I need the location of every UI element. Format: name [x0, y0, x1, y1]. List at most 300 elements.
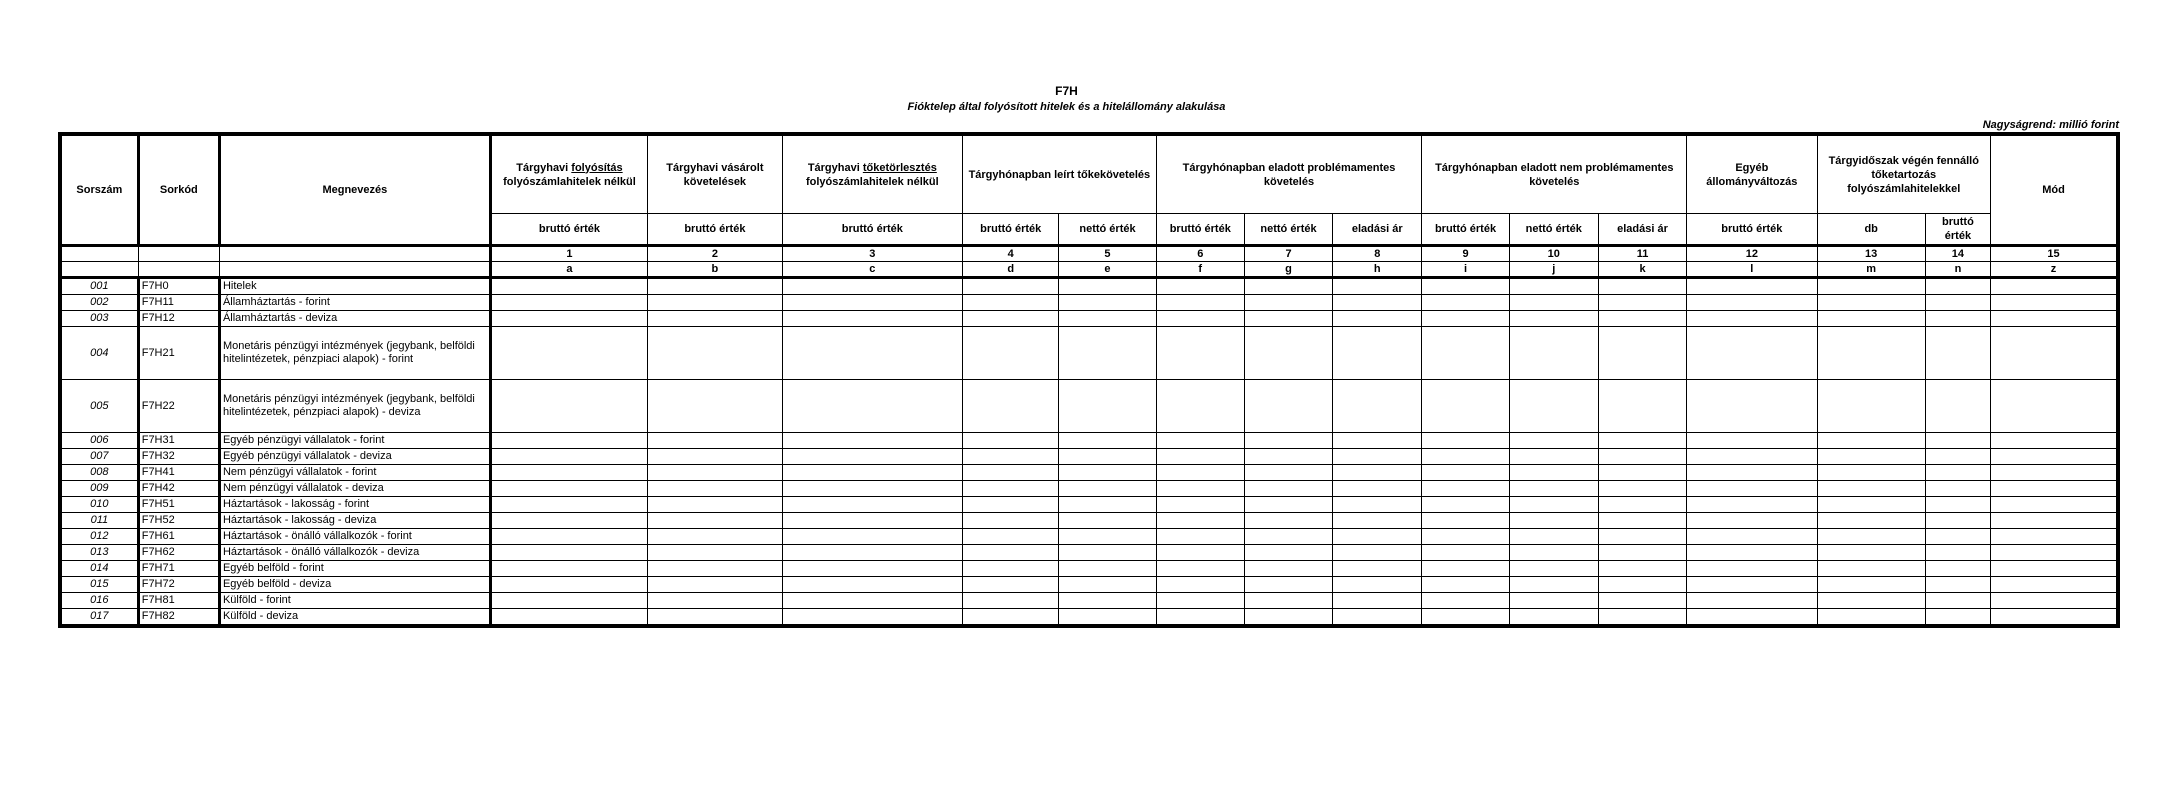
data-cell[interactable]	[1687, 497, 1817, 513]
data-cell[interactable]	[1244, 529, 1332, 545]
data-cell[interactable]	[648, 295, 782, 311]
subheader: bruttó érték	[782, 214, 963, 246]
data-cell[interactable]	[1598, 577, 1686, 593]
data-cell[interactable]	[1598, 513, 1686, 529]
data-cell[interactable]	[1156, 561, 1244, 577]
data-cell[interactable]	[648, 380, 782, 433]
data-cell[interactable]	[648, 465, 782, 481]
data-cell[interactable]	[1156, 311, 1244, 327]
data-cell[interactable]	[490, 465, 647, 481]
data-cell[interactable]	[1156, 513, 1244, 529]
data-cell[interactable]	[648, 577, 782, 593]
data-cell[interactable]	[963, 311, 1059, 327]
data-cell[interactable]	[1687, 465, 1817, 481]
data-cell[interactable]	[1244, 295, 1332, 311]
data-cell[interactable]	[1991, 593, 2118, 609]
data-cell[interactable]	[1333, 327, 1422, 380]
data-cell[interactable]	[1156, 481, 1244, 497]
data-cell[interactable]	[1598, 497, 1686, 513]
data-cell[interactable]	[1422, 433, 1509, 449]
table-row	[60, 449, 2118, 465]
data-cell[interactable]	[963, 295, 1059, 311]
data-cell[interactable]	[1598, 327, 1686, 380]
data-cell[interactable]	[1598, 465, 1686, 481]
row-megnevezes: Hitelek	[219, 278, 490, 295]
data-cell[interactable]	[1817, 278, 1925, 295]
row-sorszam: 010	[60, 497, 138, 513]
data-cell[interactable]	[1925, 577, 1990, 593]
data-cell[interactable]	[1059, 545, 1156, 561]
data-cell[interactable]	[1422, 311, 1509, 327]
data-cell[interactable]	[1817, 513, 1925, 529]
data-cell[interactable]	[1422, 465, 1509, 481]
data-cell[interactable]	[1925, 449, 1990, 465]
data-cell[interactable]	[1817, 545, 1925, 561]
data-cell[interactable]	[1244, 593, 1332, 609]
subheader: bruttó érték	[1925, 214, 1990, 246]
data-cell[interactable]	[1598, 561, 1686, 577]
data-cell[interactable]	[490, 311, 647, 327]
data-cell[interactable]	[1925, 545, 1990, 561]
data-cell[interactable]	[1059, 609, 1156, 627]
data-cell[interactable]	[490, 577, 647, 593]
subheader: bruttó érték	[1156, 214, 1244, 246]
data-cell[interactable]	[1598, 433, 1686, 449]
data-cell[interactable]	[490, 433, 647, 449]
data-cell[interactable]	[1598, 295, 1686, 311]
table-row	[60, 380, 2118, 433]
data-cell[interactable]	[1156, 497, 1244, 513]
data-cell[interactable]	[648, 433, 782, 449]
data-cell[interactable]	[1156, 449, 1244, 465]
row-megnevezes: Háztartások - önálló vállalkozók - deviza	[219, 545, 490, 561]
data-cell[interactable]	[1509, 497, 1598, 513]
data-cell[interactable]	[1244, 561, 1332, 577]
data-cell[interactable]	[1059, 278, 1156, 295]
data-cell[interactable]	[1422, 529, 1509, 545]
data-cell[interactable]	[1925, 311, 1990, 327]
data-cell[interactable]	[648, 327, 782, 380]
data-cell[interactable]	[1991, 311, 2118, 327]
data-cell[interactable]	[1156, 433, 1244, 449]
data-cell[interactable]	[963, 449, 1059, 465]
data-cell[interactable]	[1244, 609, 1332, 627]
data-cell[interactable]	[782, 449, 963, 465]
header-col5: Tárgyhónapban eladott problémamentes követelés	[1156, 134, 1422, 214]
data-cell[interactable]	[648, 561, 782, 577]
data-cell[interactable]	[1925, 609, 1990, 627]
data-cell[interactable]	[490, 513, 647, 529]
data-cell[interactable]	[1598, 278, 1686, 295]
data-cell[interactable]	[1059, 561, 1156, 577]
data-cell[interactable]	[1156, 609, 1244, 627]
row-sorkod: F7H42	[138, 481, 219, 497]
data-cell[interactable]	[963, 529, 1059, 545]
data-cell[interactable]	[1509, 561, 1598, 577]
data-cell[interactable]	[1059, 311, 1156, 327]
data-cell[interactable]	[1991, 497, 2118, 513]
subheader: db	[1817, 214, 1925, 246]
data-cell[interactable]	[1059, 529, 1156, 545]
data-cell[interactable]	[1422, 545, 1509, 561]
header-col3: Tárgyhavi tőketörlesztés folyószámlahitelek nélkül	[782, 134, 963, 214]
data-cell[interactable]	[648, 278, 782, 295]
data-cell[interactable]	[1598, 449, 1686, 465]
data-cell[interactable]	[1817, 327, 1925, 380]
data-cell[interactable]	[1059, 295, 1156, 311]
subheader: nettó érték	[1244, 214, 1332, 246]
column-letter: e	[1059, 262, 1156, 278]
data-cell[interactable]	[1244, 545, 1332, 561]
data-cell[interactable]	[1991, 278, 2118, 295]
data-cell[interactable]	[1687, 481, 1817, 497]
row-sorkod: F7H61	[138, 529, 219, 545]
data-cell[interactable]	[782, 380, 963, 433]
row-sorszam: 008	[60, 465, 138, 481]
data-cell[interactable]	[1687, 295, 1817, 311]
data-cell[interactable]	[1925, 295, 1990, 311]
data-cell[interactable]	[1244, 577, 1332, 593]
data-cell[interactable]	[782, 295, 963, 311]
data-cell[interactable]	[1598, 481, 1686, 497]
data-cell[interactable]	[1244, 513, 1332, 529]
column-number: 12	[1687, 246, 1817, 262]
data-cell[interactable]	[1687, 327, 1817, 380]
data-cell[interactable]	[1244, 311, 1332, 327]
data-cell[interactable]	[1598, 380, 1686, 433]
subheader: bruttó érték	[963, 214, 1059, 246]
data-cell[interactable]	[1059, 380, 1156, 433]
data-cell[interactable]	[1991, 513, 2118, 529]
data-cell[interactable]	[1991, 577, 2118, 593]
data-cell[interactable]	[1333, 465, 1422, 481]
data-cell[interactable]	[648, 593, 782, 609]
data-cell[interactable]	[648, 545, 782, 561]
data-cell[interactable]	[1991, 481, 2118, 497]
data-cell[interactable]	[1333, 449, 1422, 465]
data-cell[interactable]	[1059, 481, 1156, 497]
data-cell[interactable]	[1991, 327, 2118, 380]
row-megnevezes: Nem pénzügyi vállalatok - forint	[219, 465, 490, 481]
data-cell[interactable]	[963, 577, 1059, 593]
data-cell[interactable]	[963, 497, 1059, 513]
data-cell[interactable]	[1925, 465, 1990, 481]
data-cell[interactable]	[1925, 497, 1990, 513]
header-mod: Mód	[1991, 134, 2118, 246]
form-code: F7H	[1055, 84, 1078, 98]
data-cell[interactable]	[1925, 593, 1990, 609]
data-cell[interactable]	[963, 545, 1059, 561]
data-cell[interactable]	[648, 609, 782, 627]
column-number: 13	[1817, 246, 1925, 262]
data-cell[interactable]	[1687, 449, 1817, 465]
data-cell[interactable]	[1422, 380, 1509, 433]
data-cell[interactable]	[1687, 380, 1817, 433]
data-cell[interactable]	[1422, 295, 1509, 311]
data-cell[interactable]	[1817, 497, 1925, 513]
header-col8: Tárgyidőszak végén fennálló tőketartozás folyószámlahitelekkel	[1817, 134, 1991, 214]
column-letter: a	[490, 262, 647, 278]
data-cell[interactable]	[1925, 561, 1990, 577]
data-cell[interactable]	[1156, 545, 1244, 561]
data-cell[interactable]	[1422, 278, 1509, 295]
data-cell[interactable]	[782, 311, 963, 327]
data-cell[interactable]	[782, 545, 963, 561]
data-cell[interactable]	[1687, 433, 1817, 449]
column-number: 6	[1156, 246, 1244, 262]
row-megnevezes: Egyéb pénzügyi vállalatok - forint	[219, 433, 490, 449]
data-cell[interactable]	[1687, 609, 1817, 627]
data-cell[interactable]	[1925, 513, 1990, 529]
data-cell[interactable]	[1156, 295, 1244, 311]
data-cell[interactable]	[1509, 433, 1598, 449]
row-sorszam: 002	[60, 295, 138, 311]
data-cell[interactable]	[1817, 561, 1925, 577]
data-cell[interactable]	[490, 561, 647, 577]
data-cell[interactable]	[1509, 327, 1598, 380]
data-cell[interactable]	[1422, 593, 1509, 609]
data-cell[interactable]	[1333, 593, 1422, 609]
data-cell[interactable]	[782, 465, 963, 481]
data-cell[interactable]	[648, 529, 782, 545]
data-cell[interactable]	[1598, 593, 1686, 609]
row-megnevezes: Monetáris pénzügyi intézmények (jegybank, belföldi hitelintézetek, pénzpiaci alapok) - deviza	[219, 380, 490, 433]
data-cell[interactable]	[1598, 311, 1686, 327]
subheader: bruttó érték	[490, 214, 647, 246]
data-cell[interactable]	[1991, 449, 2118, 465]
data-cell[interactable]	[1817, 481, 1925, 497]
data-cell[interactable]	[1925, 433, 1990, 449]
data-cell[interactable]	[1991, 609, 2118, 627]
data-cell[interactable]	[1509, 609, 1598, 627]
table-row	[60, 593, 2118, 609]
data-cell[interactable]	[782, 497, 963, 513]
data-cell[interactable]	[1991, 295, 2118, 311]
data-cell[interactable]	[1817, 311, 1925, 327]
data-cell[interactable]	[1991, 433, 2118, 449]
data-cell[interactable]	[1422, 327, 1509, 380]
data-cell[interactable]	[1244, 481, 1332, 497]
data-cell[interactable]	[1509, 465, 1598, 481]
data-cell[interactable]	[1156, 278, 1244, 295]
data-cell[interactable]	[1156, 529, 1244, 545]
data-cell[interactable]	[1509, 278, 1598, 295]
row-megnevezes: Egyéb belföld - deviza	[219, 577, 490, 593]
data-cell[interactable]	[782, 327, 963, 380]
data-cell[interactable]	[1059, 465, 1156, 481]
row-sorkod: F7H12	[138, 311, 219, 327]
data-cell[interactable]	[1422, 481, 1509, 497]
column-number: 7	[1244, 246, 1332, 262]
data-cell[interactable]	[963, 609, 1059, 627]
table-row	[60, 561, 2118, 577]
data-cell[interactable]	[648, 449, 782, 465]
data-cell[interactable]	[490, 497, 647, 513]
data-cell[interactable]	[1509, 311, 1598, 327]
data-cell[interactable]	[1422, 449, 1509, 465]
data-cell[interactable]	[648, 311, 782, 327]
data-cell[interactable]	[963, 465, 1059, 481]
data-cell[interactable]	[1687, 561, 1817, 577]
data-cell[interactable]	[490, 529, 647, 545]
data-cell[interactable]	[490, 380, 647, 433]
data-cell[interactable]	[1817, 380, 1925, 433]
data-cell[interactable]	[963, 380, 1059, 433]
data-cell[interactable]	[1156, 577, 1244, 593]
data-cell[interactable]	[1817, 577, 1925, 593]
data-cell[interactable]	[1422, 513, 1509, 529]
column-letter: h	[1333, 262, 1422, 278]
data-cell[interactable]	[1156, 327, 1244, 380]
data-cell[interactable]	[1333, 433, 1422, 449]
data-cell[interactable]	[1333, 561, 1422, 577]
data-cell[interactable]	[1333, 380, 1422, 433]
data-cell[interactable]	[1687, 545, 1817, 561]
data-cell[interactable]	[1244, 449, 1332, 465]
row-sorkod: F7H72	[138, 577, 219, 593]
data-cell[interactable]	[490, 609, 647, 627]
data-cell[interactable]	[1244, 278, 1332, 295]
data-cell[interactable]	[1687, 311, 1817, 327]
data-cell[interactable]	[1817, 465, 1925, 481]
data-cell[interactable]	[1422, 609, 1509, 627]
form-subtitle: Fióktelep által folyósított hitelek és a hitelállomány alakulása	[907, 101, 1226, 113]
data-cell[interactable]	[782, 593, 963, 609]
data-cell[interactable]	[1244, 327, 1332, 380]
data-cell[interactable]	[1244, 497, 1332, 513]
data-cell[interactable]	[648, 481, 782, 497]
data-cell[interactable]	[1925, 481, 1990, 497]
data-cell[interactable]	[1687, 278, 1817, 295]
data-cell[interactable]	[490, 278, 647, 295]
data-cell[interactable]	[782, 577, 963, 593]
data-cell[interactable]	[1925, 380, 1990, 433]
data-cell[interactable]	[1991, 529, 2118, 545]
data-cell[interactable]	[1817, 433, 1925, 449]
data-cell[interactable]	[1687, 529, 1817, 545]
data-cell[interactable]	[1598, 609, 1686, 627]
data-cell[interactable]	[782, 481, 963, 497]
data-cell[interactable]	[1333, 577, 1422, 593]
data-cell[interactable]	[490, 593, 647, 609]
data-cell[interactable]	[1244, 465, 1332, 481]
data-cell[interactable]	[782, 609, 963, 627]
data-cell[interactable]	[1925, 278, 1990, 295]
data-cell[interactable]	[1509, 481, 1598, 497]
data-cell[interactable]	[1817, 449, 1925, 465]
data-cell[interactable]	[1059, 433, 1156, 449]
data-cell[interactable]	[648, 513, 782, 529]
data-cell[interactable]	[1244, 380, 1332, 433]
data-cell[interactable]	[1991, 465, 2118, 481]
data-cell[interactable]	[490, 481, 647, 497]
data-cell[interactable]	[1991, 561, 2118, 577]
data-cell[interactable]	[963, 433, 1059, 449]
row-megnevezes: Nem pénzügyi vállalatok - deviza	[219, 481, 490, 497]
data-cell[interactable]	[648, 497, 782, 513]
data-cell[interactable]	[1059, 327, 1156, 380]
data-cell[interactable]	[963, 278, 1059, 295]
data-cell[interactable]	[1991, 380, 2118, 433]
data-cell[interactable]	[1991, 545, 2118, 561]
data-cell[interactable]	[1687, 577, 1817, 593]
data-cell[interactable]	[1333, 545, 1422, 561]
row-megnevezes: Külföld - deviza	[219, 609, 490, 627]
header-megnevezes: Megnevezés	[219, 134, 490, 246]
data-cell[interactable]	[1422, 577, 1509, 593]
data-cell[interactable]	[490, 545, 647, 561]
data-cell[interactable]	[490, 449, 647, 465]
data-cell[interactable]	[782, 433, 963, 449]
data-cell[interactable]	[490, 327, 647, 380]
data-cell[interactable]	[1509, 449, 1598, 465]
data-cell[interactable]	[490, 295, 647, 311]
data-cell[interactable]	[1333, 497, 1422, 513]
data-cell[interactable]	[1509, 295, 1598, 311]
data-cell[interactable]	[1244, 433, 1332, 449]
data-cell[interactable]	[782, 513, 963, 529]
data-cell[interactable]	[1059, 497, 1156, 513]
data-cell[interactable]	[782, 278, 963, 295]
data-cell[interactable]	[1156, 465, 1244, 481]
data-cell[interactable]	[1687, 593, 1817, 609]
row-sorkod: F7H71	[138, 561, 219, 577]
data-cell[interactable]	[1059, 513, 1156, 529]
data-cell[interactable]	[1422, 561, 1509, 577]
data-cell[interactable]	[1333, 278, 1422, 295]
table-row	[60, 465, 2118, 481]
data-cell[interactable]	[1333, 481, 1422, 497]
data-cell[interactable]	[1925, 327, 1990, 380]
data-cell[interactable]	[1059, 577, 1156, 593]
data-cell[interactable]	[1598, 529, 1686, 545]
data-cell[interactable]	[1333, 311, 1422, 327]
data-cell[interactable]	[1422, 497, 1509, 513]
data-cell[interactable]	[963, 481, 1059, 497]
data-cell[interactable]	[1059, 449, 1156, 465]
data-cell[interactable]	[963, 327, 1059, 380]
data-cell[interactable]	[1156, 380, 1244, 433]
data-cell[interactable]	[1925, 529, 1990, 545]
data-cell[interactable]	[963, 593, 1059, 609]
data-cell[interactable]	[782, 561, 963, 577]
data-cell[interactable]	[1509, 513, 1598, 529]
data-cell[interactable]	[1817, 295, 1925, 311]
data-cell[interactable]	[1687, 513, 1817, 529]
data-cell[interactable]	[963, 513, 1059, 529]
data-cell[interactable]	[1817, 529, 1925, 545]
data-cell[interactable]	[1598, 545, 1686, 561]
data-cell[interactable]	[1509, 545, 1598, 561]
data-cell[interactable]	[1509, 577, 1598, 593]
data-cell[interactable]	[1817, 609, 1925, 627]
data-cell[interactable]	[1333, 513, 1422, 529]
data-cell[interactable]	[1333, 609, 1422, 627]
data-cell[interactable]	[1333, 529, 1422, 545]
data-cell[interactable]	[1333, 295, 1422, 311]
data-cell[interactable]	[963, 561, 1059, 577]
data-cell[interactable]	[1509, 380, 1598, 433]
data-cell[interactable]	[1156, 593, 1244, 609]
data-cell[interactable]	[1059, 593, 1156, 609]
data-cell[interactable]	[782, 529, 963, 545]
row-megnevezes: Monetáris pénzügyi intézmények (jegybank, belföldi hitelintézetek, pénzpiaci alapok) - forint	[219, 327, 490, 380]
row-sorkod: F7H51	[138, 497, 219, 513]
data-cell[interactable]	[1817, 593, 1925, 609]
row-sorszam: 009	[60, 481, 138, 497]
data-cell[interactable]	[1509, 593, 1598, 609]
data-cell[interactable]	[1509, 529, 1598, 545]
